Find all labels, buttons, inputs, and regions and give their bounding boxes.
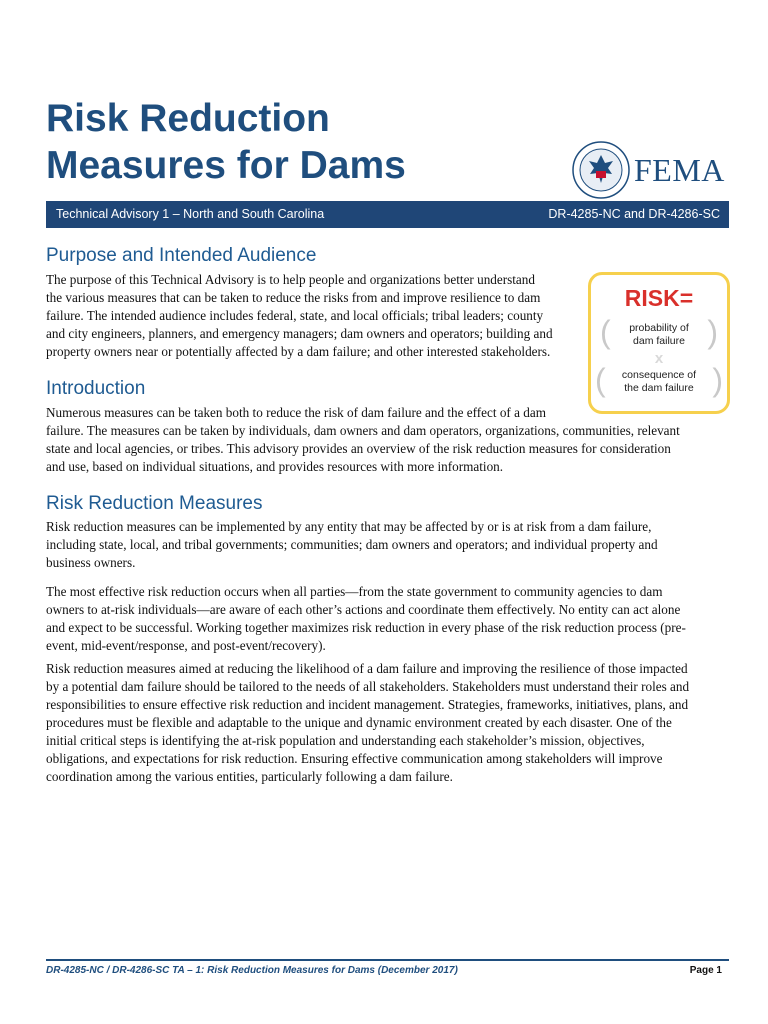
- paragraph-purpose: [46, 271, 578, 361]
- text-line: state and local agencies, or tribes. This advisory provides an overview of the risk reduction measures for consideration: [46, 441, 671, 456]
- footer-citation: DR-4285-NC / DR-4286-SC TA – 1: Risk Reduction Measures for Dams (December 2017): [46, 965, 458, 976]
- title-line-2: Measures for Dams: [46, 144, 406, 187]
- text-line: Numerous measures can be taken both to reduce the risk of dam failure and the effect of a dam: [46, 405, 546, 420]
- title-line-1: Risk Reduction: [46, 97, 330, 140]
- text-line: the various measures that can be taken to reduce the risks from and improve resilience to dam: [46, 290, 541, 305]
- paragraph-introduction: [46, 404, 732, 476]
- risk-term-probability: [591, 322, 727, 348]
- advisory-banner: [46, 201, 729, 228]
- fema-wordmark: FEMA: [634, 152, 725, 188]
- paragraph-measures-3: [46, 660, 732, 786]
- text-line: obligations, and expectations for risk reduction. Ensuring effective communication among stakeholders will improve: [46, 751, 663, 766]
- text-line: coordination among the various entities, particularly following a dam failure.: [46, 769, 453, 784]
- paragraph-measures-1: [46, 518, 732, 572]
- text-line: failure. The measures can be taken by individuals, dam owners and dam operators, organizations, communities, relevant: [46, 423, 680, 438]
- risk-term-consequence: [591, 369, 727, 395]
- text-line: and expect to be successful. Working together maximizes risk reduction in every phase of the risk reduction process (pre-: [46, 620, 686, 635]
- text-line: Risk reduction measures can be implemented by any entity that may be affected by or is at risk from a dam failure,: [46, 519, 652, 534]
- bracket-right-icon: ): [712, 362, 723, 398]
- text-line: and city engineers, planners, and emergency managers; dam owners and operators; building and: [46, 326, 553, 341]
- heading-risk-reduction-measures: Risk Reduction Measures: [46, 493, 263, 514]
- text-line: initial critical steps is identifying the at-risk population and understanding each stakeholder’s mission, objectives,: [46, 733, 645, 748]
- heading-purpose: Purpose and Intended Audience: [46, 245, 317, 266]
- fema-logo: [572, 141, 724, 199]
- risk-term-line: consequence of: [621, 369, 697, 381]
- banner-left-text: Technical Advisory 1 – North and South Carolina: [56, 207, 325, 221]
- bracket-left-icon: (: [600, 314, 611, 350]
- text-line: business owners.: [46, 555, 136, 570]
- document-title: [46, 95, 406, 189]
- bracket-left-icon: (: [595, 362, 606, 398]
- text-line: responsibilities to ensure effective risk reduction and incident management. Strategies, frameworks, initiatives, plans, and: [46, 697, 689, 712]
- paragraph-measures-2: [46, 583, 732, 655]
- risk-term-line: the dam failure: [624, 382, 694, 394]
- text-line: procedures must be flexible and adaptable to the unique and dynamic environment created by each disaster. One of the: [46, 715, 672, 730]
- dhs-seal-icon: [572, 141, 630, 199]
- banner-right-text: DR-4285-NC and DR-4286-SC: [548, 207, 720, 221]
- heading-introduction: Introduction: [46, 378, 146, 399]
- text-line: failure. The intended audience includes federal, state, and local officials; tribal leaders; county: [46, 308, 544, 323]
- text-line: The purpose of this Technical Advisory is to help people and organizations better understand: [46, 272, 535, 287]
- text-line: by a potential dam failure should be tailored to the needs of all stakeholders. Stakeholders must understand their roles and: [46, 679, 690, 694]
- text-line: Risk reduction measures aimed at reducing the likelihood of a dam failure and improving the resilience of those impacted: [46, 661, 688, 676]
- bracket-right-icon: ): [707, 314, 718, 350]
- page-number: Page 1: [689, 965, 722, 976]
- text-line: property owners near or potentially affected by a dam failure; and other interested stakeholders.: [46, 344, 551, 359]
- risk-equation-box: [588, 272, 730, 414]
- text-line: owners to at-risk individuals—are aware of each other’s actions and coordinate them effectively. No entity can act alone: [46, 602, 681, 617]
- multiply-operator: x: [654, 350, 664, 367]
- text-line: including state, local, and tribal governments; communities; dam owners and operators; and individual property and: [46, 537, 658, 552]
- risk-title: RISK=: [624, 285, 694, 311]
- text-line: The most effective risk reduction occurs when all parties—from the state government to community agencies to dam: [46, 584, 663, 599]
- risk-term-line: probability of: [629, 322, 689, 334]
- footer-divider: [46, 959, 729, 961]
- risk-term-line: dam failure: [633, 335, 685, 347]
- text-line: event, mid-event/response, and post-event/recovery).: [46, 638, 326, 653]
- text-line: and use, based on individual situations, and provides resources with more information.: [46, 459, 504, 474]
